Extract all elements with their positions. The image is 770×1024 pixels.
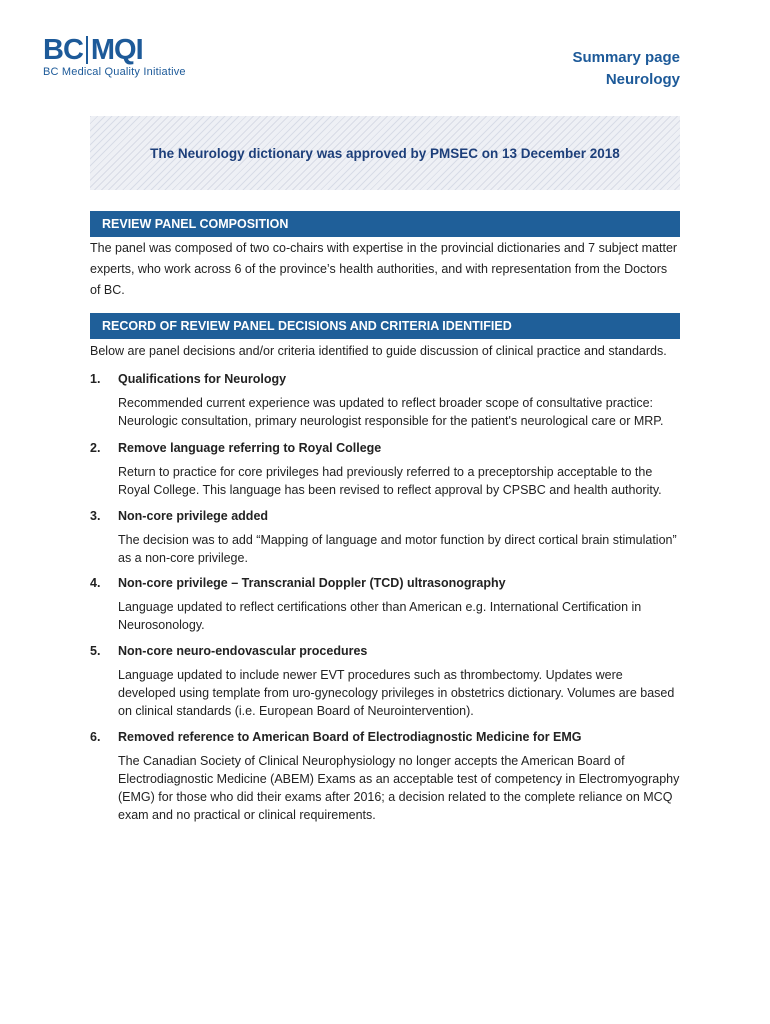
decision-number: 2. xyxy=(90,441,101,455)
page-header xyxy=(572,47,680,91)
decision-number: 6. xyxy=(90,730,101,744)
decision-body: The decision was to add “Mapping of language and motor function by direct cortical brain stimulation” as a non-core privilege. xyxy=(118,533,677,565)
review-panel-heading: REVIEW PANEL COMPOSITION xyxy=(90,211,680,237)
logo-bc-text: BC xyxy=(43,34,83,66)
record-heading: RECORD OF REVIEW PANEL DECISIONS AND CRITERIA IDENTIFIED xyxy=(90,313,680,339)
decision-title: Non-core privilege – Transcranial Doppler (TCD) ultrasonography xyxy=(118,576,506,590)
decision-number: 4. xyxy=(90,576,101,590)
decision-title: Non-core neuro-endovascular procedures xyxy=(118,644,368,658)
approval-banner xyxy=(90,116,680,190)
decision-title: Removed reference to American Board of Electrodiagnostic Medicine for EMG xyxy=(118,730,582,744)
decision-number: 1. xyxy=(90,372,101,386)
logo-mqi-text: MQI xyxy=(90,34,143,66)
decision-item xyxy=(90,574,680,634)
logo-separator xyxy=(86,36,88,64)
bcmqi-logo xyxy=(43,35,186,78)
approval-text: The Neurology dictionary was approved by PMSEC on 13 December 2018 xyxy=(150,145,620,161)
logo-subtitle: BC Medical Quality Initiative xyxy=(43,66,186,78)
decision-item xyxy=(90,728,680,824)
review-panel-body: The panel was composed of two co-chairs with expertise in the provincial dictionaries and 7 subject matter experts, who work across 6 of the province’s health authorities, and with representation from the Doctors of BC. xyxy=(90,241,678,297)
decision-title: Non-core privilege added xyxy=(118,509,269,523)
decision-number: 3. xyxy=(90,509,101,523)
decision-body: The Canadian Society of Clinical Neurophysiology no longer accepts the American Board of Electrodiagnostic Medicine (ABEM) Exams as an acceptable test of competency in Electromyography (EMG) for those who did their exams after 2016; a decision related to the complete reliance on MCQ exam and no practical or clinical requirements. xyxy=(118,754,680,822)
decision-item xyxy=(90,507,680,567)
decision-number: 5. xyxy=(90,644,101,658)
decision-body: Language updated to include newer EVT procedures such as thrombectomy. Updates were developed using template from uro-gynecology privileges in obstetrics dictionary. Volumes are based on clinical standards (i.e. European Board of Neurointervention). xyxy=(118,668,675,718)
header-specialty: Neurology xyxy=(605,71,680,88)
decision-item xyxy=(90,439,680,499)
header-summary-page: Summary page xyxy=(572,49,680,66)
decision-body: Recommended current experience was updated to reflect broader scope of consultative practice: Neurologic consultation, primary neurologist responsible for the patient's neurological care or MRP. xyxy=(118,396,664,428)
record-intro: Below are panel decisions and/or criteria identified to guide discussion of clinical practice and standards. xyxy=(90,344,667,358)
decision-body: Language updated to reflect certifications other than American e.g. International Certification in Neurosonology. xyxy=(118,600,642,632)
logo-mark xyxy=(43,35,186,65)
decision-title: Qualifications for Neurology xyxy=(118,372,287,386)
decision-item xyxy=(90,642,680,720)
decision-title: Remove language referring to Royal College xyxy=(118,441,382,455)
decision-item xyxy=(90,370,680,430)
decision-body: Return to practice for core privileges had previously referred to a preceptorship acceptable to the Royal College. This language has been revised to reflect approval by CPSBC and health authority. xyxy=(118,465,662,497)
